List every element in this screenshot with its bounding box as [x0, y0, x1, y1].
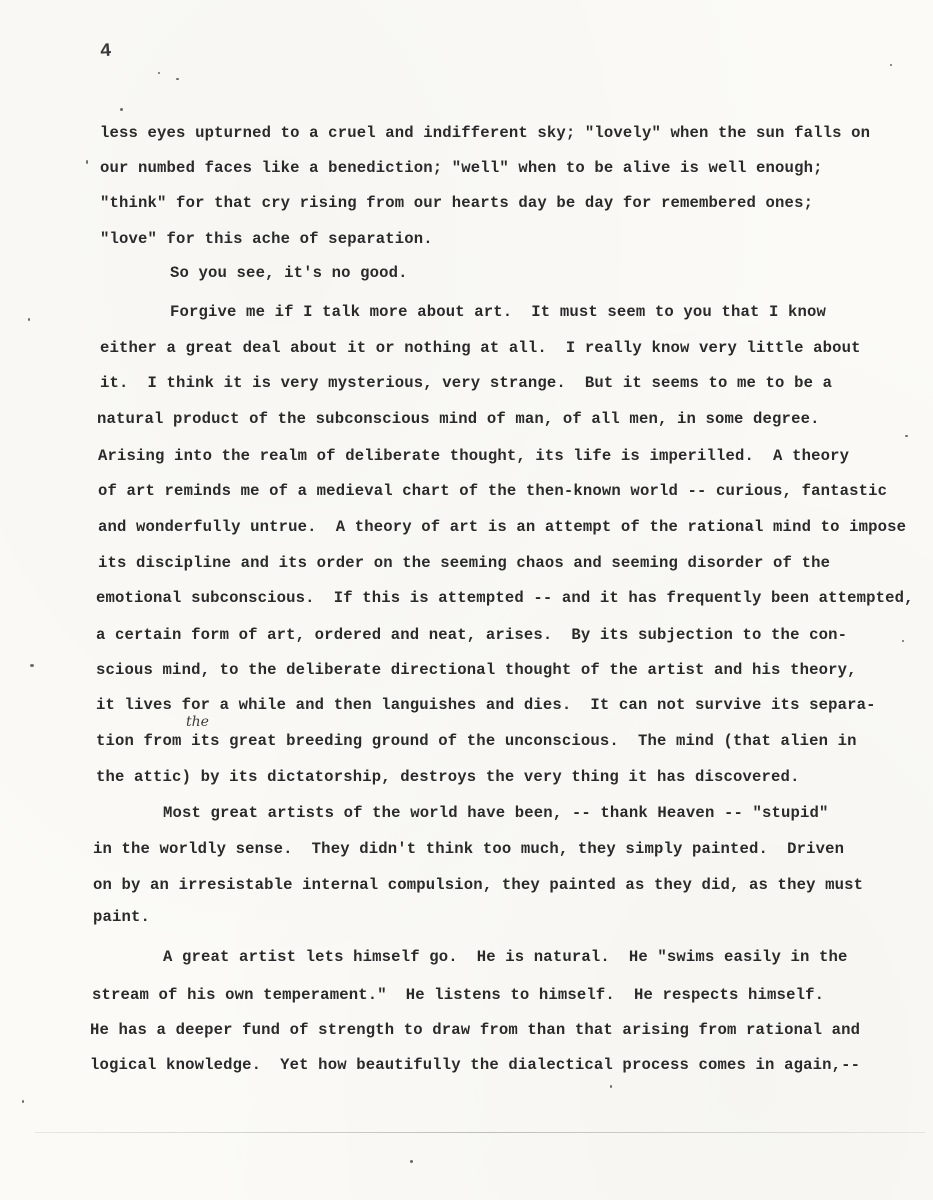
- text-line: Forgive me if I talk more about art. It must seem to you that I know: [170, 303, 827, 321]
- scan-speck: [158, 72, 160, 74]
- text-line: scious mind, to the deliberate directional thought of the artist and his theory,: [96, 661, 857, 679]
- text-line: logical knowledge. Yet how beautifully the dialectical process comes in again,--: [90, 1056, 861, 1074]
- text-line: paint.: [93, 908, 151, 926]
- text-line: He has a deeper fund of strength to draw from than that arising from rational and: [90, 1021, 861, 1039]
- scan-speck: [120, 108, 123, 111]
- text-line: our numbed faces like a benediction; "well" when to be alive is well enough;: [100, 159, 823, 177]
- handwritten-correction: the: [186, 714, 209, 730]
- scan-speck: [410, 1160, 413, 1163]
- text-line: it. I think it is very mysterious, very strange. But it seems to me to be a: [100, 374, 833, 392]
- text-line: Most great artists of the world have been, -- thank Heaven -- "stupid": [163, 804, 829, 822]
- text-line: "love" for this ache of separation.: [100, 230, 433, 248]
- text-line: either a great deal about it or nothing at all. I really know very little about: [100, 339, 861, 357]
- scan-speck: [176, 78, 179, 80]
- text-line: less eyes upturned to a cruel and indifferent sky; "lovely" when the sun falls on: [100, 124, 871, 142]
- text-line: in the worldly sense. They didn't think too much, they simply painted. Driven: [93, 840, 845, 858]
- page-number: 4: [99, 39, 113, 63]
- text-line: a certain form of art, ordered and neat, arises. By its subjection to the con-: [96, 626, 848, 644]
- text-line: natural product of the subconscious mind of man, of all men, in some degree.: [97, 410, 820, 428]
- scan-speck: [610, 1085, 612, 1088]
- scan-speck: [86, 160, 88, 164]
- text-line: A great artist lets himself go. He is natural. He "swims easily in the: [163, 948, 848, 966]
- text-line: of art reminds me of a medieval chart of the then-known world -- curious, fantastic: [98, 482, 888, 500]
- scan-speck: [902, 640, 904, 642]
- text-line: So you see, it's no good.: [170, 264, 408, 282]
- text-line: emotional subconscious. If this is attempted -- and it has frequently been attempted,: [96, 589, 914, 607]
- text-line: it lives for a while and then languishes and dies. It can not survive its separa-: [96, 696, 876, 714]
- scan-speck: [905, 435, 908, 437]
- text-line: Arising into the realm of deliberate thought, its life is imperilled. A theory: [98, 447, 850, 465]
- text-line: its discipline and its order on the seeming chaos and seeming disorder of the: [98, 554, 831, 572]
- scan-speck: [28, 318, 30, 321]
- scan-speck: [22, 1100, 24, 1103]
- scan-edge-line: [35, 1132, 925, 1133]
- text-line: and wonderfully untrue. A theory of art is an attempt of the rational mind to impose: [98, 518, 907, 536]
- text-line: stream of his own temperament." He listens to himself. He respects himself.: [92, 986, 825, 1004]
- text-line: "think" for that cry rising from our hearts day be day for remembered ones;: [100, 194, 814, 212]
- text-line: the attic) by its dictatorship, destroys the very thing it has discovered.: [96, 768, 800, 786]
- text-line: tion from its great breeding ground of the unconscious. The mind (that alien in: [96, 732, 857, 750]
- scan-speck: [30, 664, 34, 667]
- text-line: on by an irresistable internal compulsion, they painted as they did, as they must: [93, 876, 864, 894]
- scan-speck: [890, 64, 892, 66]
